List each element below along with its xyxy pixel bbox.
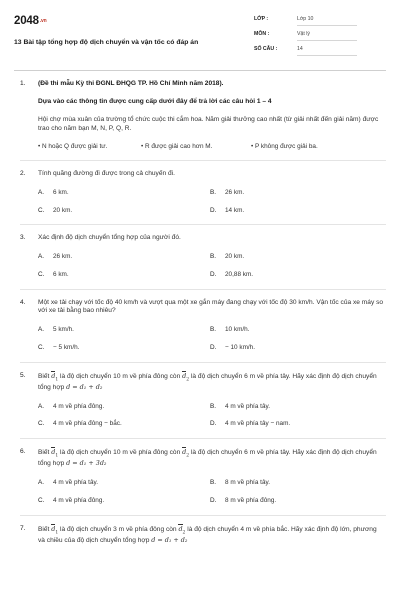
option-text: 6 km. xyxy=(53,189,69,197)
option-text: 20,88 km. xyxy=(225,270,254,278)
question-number: 4. xyxy=(20,298,26,306)
question-text: Một xe tải chạy với tốc độ 40 km/h và vượt qua một xe gắn máy đang chạy với tốc độ 30 km/h. Vận tốc của xe máy so với xe tải bằng bao nhiêu? xyxy=(38,298,384,315)
option-text: 5 km/h. xyxy=(53,326,74,334)
question-1 xyxy=(20,80,384,151)
option-text: − 5 km/h. xyxy=(53,343,80,351)
vector-d2: $d_2$ xyxy=(182,371,190,382)
question-5 xyxy=(20,372,384,430)
answer-option-d[interactable] xyxy=(210,207,382,216)
option-letter: C. xyxy=(38,343,45,351)
meta-row-subject xyxy=(254,27,389,42)
question-4 xyxy=(20,299,384,353)
condition-item: • P không được giải ba. xyxy=(251,142,318,150)
meta-row-class xyxy=(254,12,389,27)
question-text-part: Biết xyxy=(38,449,50,457)
option-letter: D. xyxy=(210,270,217,278)
meta-label: SỐ CÂU : xyxy=(254,46,278,52)
option-letter: C. xyxy=(38,206,45,214)
option-text: 26 km. xyxy=(53,253,73,261)
question-paragraph: Hội chợ mùa xuân của trường tổ chức cuộc thi cắm hoa. Năm giải thưởng cao nhất (từ giải nhất đến giải năm) được trao cho năm bạn M, N, P, Q, R. xyxy=(38,115,379,132)
question-text-part: là độ dịch chuyển 3 m về phía đông còn xyxy=(60,525,177,533)
option-text: 4 m về phía tây − nam. xyxy=(225,420,291,428)
option-letter: B. xyxy=(210,253,217,261)
question-3 xyxy=(20,234,384,279)
vector-d1: $d_1$ xyxy=(51,448,59,459)
question-divider xyxy=(20,515,386,516)
option-text: 14 km. xyxy=(225,206,245,214)
question-divider xyxy=(20,362,386,363)
question-divider xyxy=(20,438,386,439)
question-text xyxy=(38,372,384,393)
vector-d2: $d_2$ xyxy=(178,524,186,535)
page-title: 13 Bài tập tổng hợp độ dịch chuyển và vận tốc có đáp án xyxy=(14,39,199,46)
answer-option-b[interactable] xyxy=(210,253,382,262)
vector-formula: d = d₁ + d₂ xyxy=(66,382,103,391)
question-text: Xác định độ dịch chuyển tổng hợp của người đó. xyxy=(38,234,181,242)
question-6 xyxy=(20,448,384,506)
meta-label: LỚP : xyxy=(254,16,269,22)
option-letter: A. xyxy=(38,253,45,261)
meta-value: Lớp 10 xyxy=(297,16,357,26)
option-letter: B. xyxy=(210,326,217,334)
option-letter: B. xyxy=(210,479,217,487)
question-divider xyxy=(20,160,386,161)
option-letter: D. xyxy=(210,206,217,214)
option-text: 10 km/h. xyxy=(225,326,250,334)
vector-d1: $d_1$ xyxy=(51,371,59,382)
vector-d1: $d_1$ xyxy=(51,524,59,535)
document-header xyxy=(14,12,388,68)
option-letter: A. xyxy=(38,326,45,334)
question-2 xyxy=(20,170,384,215)
question-text-part: là độ dịch chuyển 4 m về phía bắc. Hãy xác định độ lớn, phương và chiều của độ dịch chuyển tổng hợp xyxy=(38,525,377,544)
question-text-part: là độ dịch chuyển 6 m về phía tây. Hãy xác định độ dịch chuyển tổng hợp xyxy=(38,449,377,468)
meta-row-count xyxy=(254,42,389,57)
vector-formula: d = d₁ + d₂ xyxy=(151,535,188,544)
answer-option-a[interactable] xyxy=(38,403,210,412)
option-letter: D. xyxy=(210,343,217,351)
option-text: 4 m về phía tây. xyxy=(225,402,270,410)
answer-option-c[interactable] xyxy=(38,420,210,429)
option-text: 8 m về phía tây. xyxy=(225,479,270,487)
option-text: 4 m về phía đông − bắc. xyxy=(53,420,122,428)
answer-option-b[interactable] xyxy=(210,189,382,198)
logo-suffix: .vn xyxy=(39,18,47,24)
answer-option-d[interactable] xyxy=(210,497,382,506)
question-7 xyxy=(20,525,384,546)
meta-info xyxy=(254,12,389,57)
answer-option-a[interactable] xyxy=(38,189,210,198)
option-letter: C. xyxy=(38,420,45,428)
question-list xyxy=(20,80,384,546)
answer-option-a[interactable] xyxy=(38,326,210,335)
option-letter: B. xyxy=(210,189,217,197)
answer-option-c[interactable] xyxy=(38,207,210,216)
question-number: 7. xyxy=(20,524,26,532)
vector-formula: d = d₁ + 3d₂ xyxy=(66,459,107,468)
answer-option-d[interactable] xyxy=(210,420,382,429)
option-text: 4 m về phía đông. xyxy=(53,497,105,504)
question-text-part: là độ dịch chuyển 6 m về phía tây. Hãy xác định độ dịch chuyển tổng hợp xyxy=(38,372,377,391)
question-number: 5. xyxy=(20,371,26,379)
option-letter: C. xyxy=(38,270,45,278)
option-letter: D. xyxy=(210,497,217,504)
option-text: 20 km. xyxy=(53,206,73,214)
option-text: 8 m về phía đông. xyxy=(225,497,277,504)
logo-text: 2048 xyxy=(14,15,39,27)
answer-options xyxy=(38,403,384,429)
condition-item: • R được giải cao hơn M. xyxy=(141,142,213,150)
answer-options xyxy=(38,189,384,215)
answer-options xyxy=(38,326,384,352)
answer-option-b[interactable] xyxy=(210,326,382,335)
question-divider xyxy=(20,289,386,290)
answer-option-c[interactable] xyxy=(38,497,210,506)
question-text-part: là độ dịch chuyển 10 m về phía đông còn xyxy=(60,372,181,380)
option-text: 4 m về phía tây. xyxy=(53,479,98,487)
meta-value: Vật lý xyxy=(297,31,357,41)
question-number: 3. xyxy=(20,234,26,242)
answer-option-b[interactable] xyxy=(210,479,382,488)
question-source: (Đề thi mẫu Kỳ thi ĐGNL ĐHQG TP. Hồ Chí Minh năm 2018). xyxy=(38,80,224,87)
header-divider xyxy=(14,70,386,71)
option-text: − 10 km/h. xyxy=(225,343,256,351)
option-letter: C. xyxy=(38,497,45,504)
answer-option-d[interactable] xyxy=(210,344,382,353)
option-letter: B. xyxy=(210,402,217,410)
option-letter: D. xyxy=(210,420,217,428)
question-text-part: là độ dịch chuyển 10 m về phía đông còn xyxy=(60,449,181,457)
question-text-part: Biết xyxy=(38,372,50,380)
vector-d2: $d_2$ xyxy=(182,448,190,459)
answer-option-c[interactable] xyxy=(38,271,210,280)
condition-item: • N hoặc Q được giải tư. xyxy=(38,142,108,150)
option-text: 26 km. xyxy=(225,189,245,197)
question-text: Tính quãng đường đi được trong cả chuyến đi. xyxy=(38,170,175,178)
option-text: 20 km. xyxy=(225,253,245,261)
answer-option-d[interactable] xyxy=(210,271,382,280)
condition-list xyxy=(38,143,384,152)
answer-option-a[interactable] xyxy=(38,253,210,262)
option-letter: A. xyxy=(38,402,45,410)
meta-value: 14 xyxy=(297,46,357,56)
answer-option-a[interactable] xyxy=(38,479,210,488)
question-text xyxy=(38,525,384,546)
question-divider xyxy=(20,224,386,225)
option-text: 6 km. xyxy=(53,270,69,278)
question-number: 2. xyxy=(20,170,26,178)
answer-option-c[interactable] xyxy=(38,344,210,353)
answer-options xyxy=(38,479,384,505)
question-instruction: Dựa vào các thông tin được cung cấp dưới đây để trả lời các câu hỏi 1 – 4 xyxy=(38,97,272,105)
meta-label: MÔN : xyxy=(254,31,270,37)
answer-option-b[interactable] xyxy=(210,403,382,412)
option-letter: A. xyxy=(38,189,45,197)
answer-options xyxy=(38,253,384,279)
question-text-part: Biết xyxy=(38,525,50,533)
option-text: 4 m về phía đông. xyxy=(53,402,105,410)
question-number: 6. xyxy=(20,448,26,456)
question-text xyxy=(38,448,384,469)
question-number: 1. xyxy=(20,80,26,87)
option-letter: A. xyxy=(38,479,45,487)
site-logo[interactable] xyxy=(14,14,46,30)
